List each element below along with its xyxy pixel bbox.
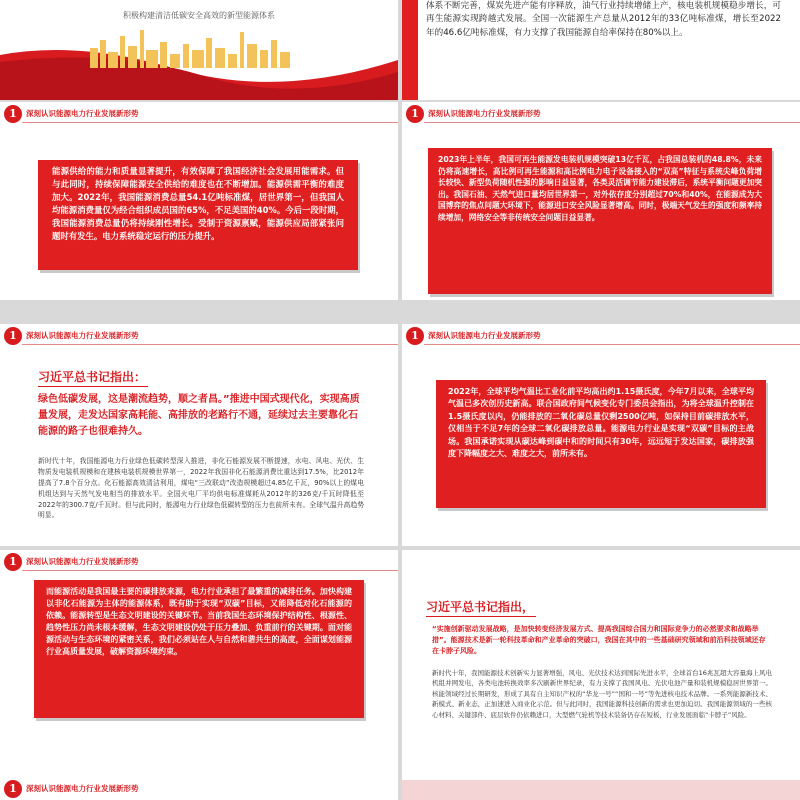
- slide-emissions: [0, 550, 398, 782]
- section-header: [0, 780, 398, 800]
- section-title: 深刻认识能源电力行业发展新形势: [26, 331, 139, 340]
- quote-heading: 习近平总书记指出：: [38, 370, 147, 384]
- quote-divider: [38, 386, 148, 387]
- section-header: [0, 326, 398, 348]
- slide-green-transition: [0, 324, 398, 546]
- slide-supply-pressure: [0, 102, 398, 300]
- slide-footer-left: [0, 780, 398, 800]
- innovation-body: 新时代十年，我国能源技术创新实力显著增强，风电、光伏技术达到国际先进水平，全球首台16兆瓦超大容量海上风电机组并网发电，各类电池转换效率多次刷新世界纪录，有力支撑了我国风电、光伏电池产量和装机规模稳居世界第一。核能领域经过长期研发，形成了具有自主知识产权的“华龙一号”“国和一号”等先进核电技术品牌。一系列能源新技术、新模式、新业态，正加速进入商业化示范。但与此同时，我国能源科技创新的需求也更加迫切。我国能源领域的一些核心材料、关键部件、底层软件仍依赖进口，大型燃气轮机等技术装备仍存在短板，行业发展面临“卡脖子”风险。: [432, 669, 772, 719]
- section-title: 深刻认识能源电力行业发展新形势: [428, 331, 541, 340]
- renewables-box: 2023年上半年，我国可再生能源发电装机规模突破13亿千瓦，占我国总装机的48.8%，未来仍将高速增长，高比例可再生能源和高比例电力电子设备接入的“双高”特征与系统尖峰负荷增长较快、新型负荷随机性强的影响日益显著，各类灵活调节能力建设滞后，系统平衡问题更加突出。我国石油、天然气进口量均居世界第一，对外依存度分别超过70%和40%，在能源成为大国博弈的焦点问题大环境下，能源进口安全风险显著增高。同时，极端天气发生的强度和频率持续增加，网络安全等非传统安全问题日益显著。: [428, 148, 772, 294]
- section-number: 1: [406, 327, 424, 345]
- quote-text: 绿色低碳发展，这是潮流趋势，顺之者昌。”推进中国式现代化，实现高质量发展，走发达国家高耗能、高排放的老路行不通，延续过去主要靠化石能源的路子也很难持久。: [38, 394, 360, 437]
- slide-footer-right: [402, 780, 800, 800]
- section-header: [0, 552, 398, 574]
- climate-box: 2022年，全球平均气温比工业化前平均高出约1.15摄氏度，今年7月以来，全球平均气温已多次创历史新高。联合国政府间气候变化专门委员会指出，为将全球温升控制在1.5摄氏度以内，仍能排放的二氧化碳总量仅剩2500亿吨，如保持目前碳排放水平，仅相当于不足7年的全球二氧化碳排放总量。能源电力行业是实现“双碳”目标的主战场。我国承诺实现从碳达峰到碳中和的时间只有30年，远远短于发达国家，碳排放强度下降幅度之大、难度之大，前所未有。: [436, 380, 766, 508]
- slide-innovation: [402, 550, 800, 782]
- emissions-box: 而能源活动是我国最主要的碳排放来源，电力行业承担了最繁重的减排任务。加快构建以非化石能源为主体的能源体系，既有助于实现“双碳”目标，又能降低对化石能源的依赖。能源转型是生态文明建设的关键环节。当前我国生态环境保护结构性、根源性、趋势性压力尚未根本缓解，生态文明建设仍处于压力叠加、负重前行的关键期。面对能源活动与生态环境的紧密关系，我们必须站在人与自然和谐共生的高度，全面谋划能源行业高质量发展，破解资源环境约束。: [34, 580, 364, 718]
- section-title: 深刻认识能源电力行业发展新形势: [26, 557, 139, 566]
- section-number: 1: [4, 780, 22, 798]
- slide-renewables: [402, 102, 800, 300]
- section-title: 深刻认识能源电力行业发展新形势: [428, 109, 541, 118]
- section-number: 1: [4, 553, 22, 571]
- section-number: 1: [4, 327, 22, 345]
- intro-slide: [402, 0, 800, 100]
- section-number: 1: [406, 105, 424, 123]
- section-header: [402, 326, 800, 348]
- section-title: 深刻认识能源电力行业发展新形势: [26, 784, 139, 793]
- intro-text: 体系不断完善，煤炭先进产能有序释放，油气行业持续增储上产，核电装机规模稳步增长，可再生能源实现跨越式发展。全国一次能源生产总量从2012年的33亿吨标准煤，增长至2022年的46.6亿吨标准煤，有力支撑了我国能源自给率保持在80%以上。: [426, 1, 781, 38]
- cover-subtitle: 积极构建清洁低碳安全高效的新型能源体系: [123, 11, 275, 20]
- section-header: [402, 104, 800, 126]
- cover-skyline-illustration: [0, 0, 398, 100]
- cover-slide: [0, 0, 398, 100]
- supply-pressure-box: 能源供给的能力和质量显著提升，有效保障了我国经济社会发展用能需求。但与此同时，持续保障能源安全供给的难度也在不断增加。能源供需平衡的难度加大。2022年，我国能源消费总量54.1亿吨标准煤，居世界第一，但我国人均能源消费量仅为经合组织成员国的65%，不足美国的40%。今后一段时期，我国能源消费总量仍将持续刚性增长。受制于资源禀赋，能源供应局部紧张问题时有发生。电力系统稳定运行的压力提升。: [38, 160, 358, 270]
- quote-divider: [426, 616, 536, 617]
- quote-heading: 习近平总书记指出，: [426, 600, 535, 614]
- section-title: 深刻认识能源电力行业发展新形势: [26, 109, 139, 118]
- slide-climate: [402, 324, 800, 546]
- section-number: 1: [4, 105, 22, 123]
- quote-text: “实施创新驱动发展战略，是加快转变经济发展方式、提高我国综合国力和国际竞争力的必然要求和战略举措”。能源技术是新一轮科技革命和产业革命的突破口，我国在其中的一些基础研究领域和前沿科技领域还存在卡脖子风险。: [432, 625, 766, 656]
- green-transition-body: 新时代十年，我国能源电力行业绿色低碳转型深入推进，非化石能源发展不断提速，水电、风电、光伏、生物质发电装机规模和在建核电装机规模世界第一，2022年我国非化石能源消费比重达到17.5%，比2012年提高了7.8个百分点。化石能源高效清洁利用，煤电“三改联动”改造规模超过4.85亿千瓦，90%以上的煤电机组达到与天然气发电相当的排放水平。全国火电厂平均供电标准煤耗从2012年的326克/千瓦时降低至2022年的300.7克/千瓦时。但与此同时，能源电力行业绿色低碳转型的压力也前所未有。全球气温升高趋势明显。: [38, 457, 364, 520]
- section-header: [0, 104, 398, 126]
